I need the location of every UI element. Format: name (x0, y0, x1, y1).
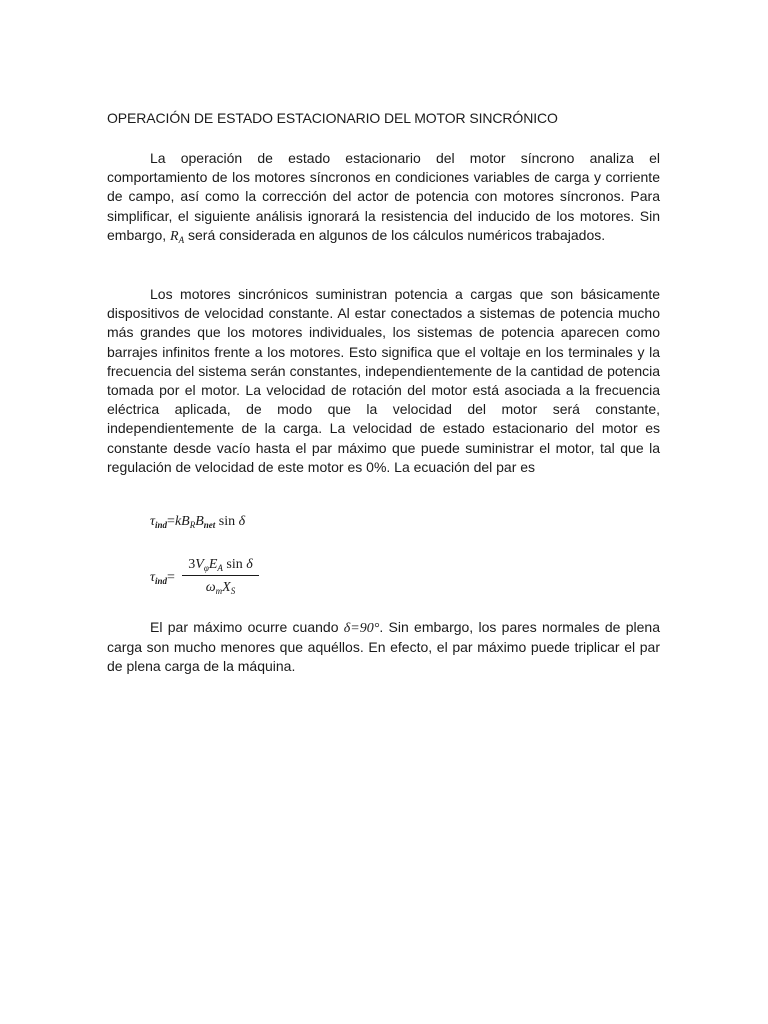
eq2-tau-subscript: ind (155, 576, 168, 586)
eq2-x: X (222, 580, 231, 595)
eq1-b-net: B (195, 514, 204, 529)
eq2-v: V (195, 557, 204, 572)
eq2-e-subscript: A (217, 563, 223, 573)
document-title: OPERACIÓN DE ESTADO ESTACIONARIO DEL MOTOR SINCRÓNICO (107, 110, 558, 126)
eq2-numerator (182, 555, 259, 574)
eq2-delta: δ (246, 557, 253, 572)
eq2-equals: = (167, 570, 175, 585)
eq2-fraction (182, 555, 259, 597)
paragraph-motors: Los motores sincrónicos suministran potencia a cargas que son básicamente dispositivos de velocidad constante. Al estar conectados a sistemas de potencia mucho más grandes que los motores individuales, los sistemas de potencia aparecen como barrajes infinitos frente a los motores. Esto significa que el voltaje en los terminales y la frecuencia del sistema serán constantes, independientemente de la cantidad de potencia tomada por el motor. La velocidad de rotación del motor está asociada a la frecuencia eléctrica aplicada, de modo que la velocidad del motor será constante, independientemente de la carga. La velocidad de estado estacionario del motor es constante desde vacío hasta el par máximo que puede suministrar el motor, tal que la regulación de velocidad de este motor es 0%. La ecuación del par es (107, 286, 660, 475)
eq2-x-subscript: S (230, 586, 236, 596)
paragraph-max-torque-text-a: El par máximo ocurre cuando (150, 619, 344, 635)
paragraph-max-torque-text-b: . Sin embargo, los pares normales de plena carga son mucho menores que aquéllos. En efecto, el par máximo puede triplicar el par de plena carga de la máquina. (107, 619, 660, 675)
eq2-omega: ω (205, 580, 216, 595)
eq1-b-r-subscript: R (189, 520, 196, 530)
eq1-equals: = (167, 514, 175, 529)
eq2-coefficient: 3 (188, 557, 196, 572)
eq2-sin: sin (226, 557, 243, 572)
torque-equation-1 (150, 514, 245, 530)
math-delta-90: δ=90° (343, 621, 380, 636)
eq2-denominator (182, 578, 259, 597)
eq1-delta: δ (238, 514, 246, 529)
paragraph-intro-text-a: La operación de estado estacionario del motor síncrono analiza el comportamiento de los motores síncronos en condiciones variables de carga y corriente de campo, así como la corrección del actor de potencia con motores síncronos. Para simplificar, el siguiente análisis ignorará la resistencia del inducido de los motores. Sin embargo, (107, 150, 660, 243)
math-r-a (170, 229, 184, 244)
eq2-fraction-bar (182, 575, 259, 576)
paragraph-max-torque (107, 618, 660, 677)
eq2-lhs (150, 570, 175, 586)
eq1-k: k (174, 514, 182, 529)
eq2-v-subscript: φ (203, 563, 209, 573)
eq1-tau-subscript: ind (155, 520, 168, 530)
math-r-subscript: A (178, 234, 185, 245)
eq2-tau: τ (150, 570, 156, 585)
eq1-tau: τ (150, 514, 156, 529)
paragraph-intro-text-b: será considerada en algunos de los cálculos numéricos trabajados. (184, 226, 606, 243)
math-r-symbol: R (170, 228, 179, 244)
eq1-b-net-subscript: net (203, 520, 216, 530)
eq2-omega-subscript: m (215, 586, 223, 596)
eq1-b-r: B (181, 514, 190, 529)
paragraph-intro (107, 149, 660, 250)
eq1-sin: sin (218, 514, 236, 529)
eq2-e: E (208, 557, 218, 572)
